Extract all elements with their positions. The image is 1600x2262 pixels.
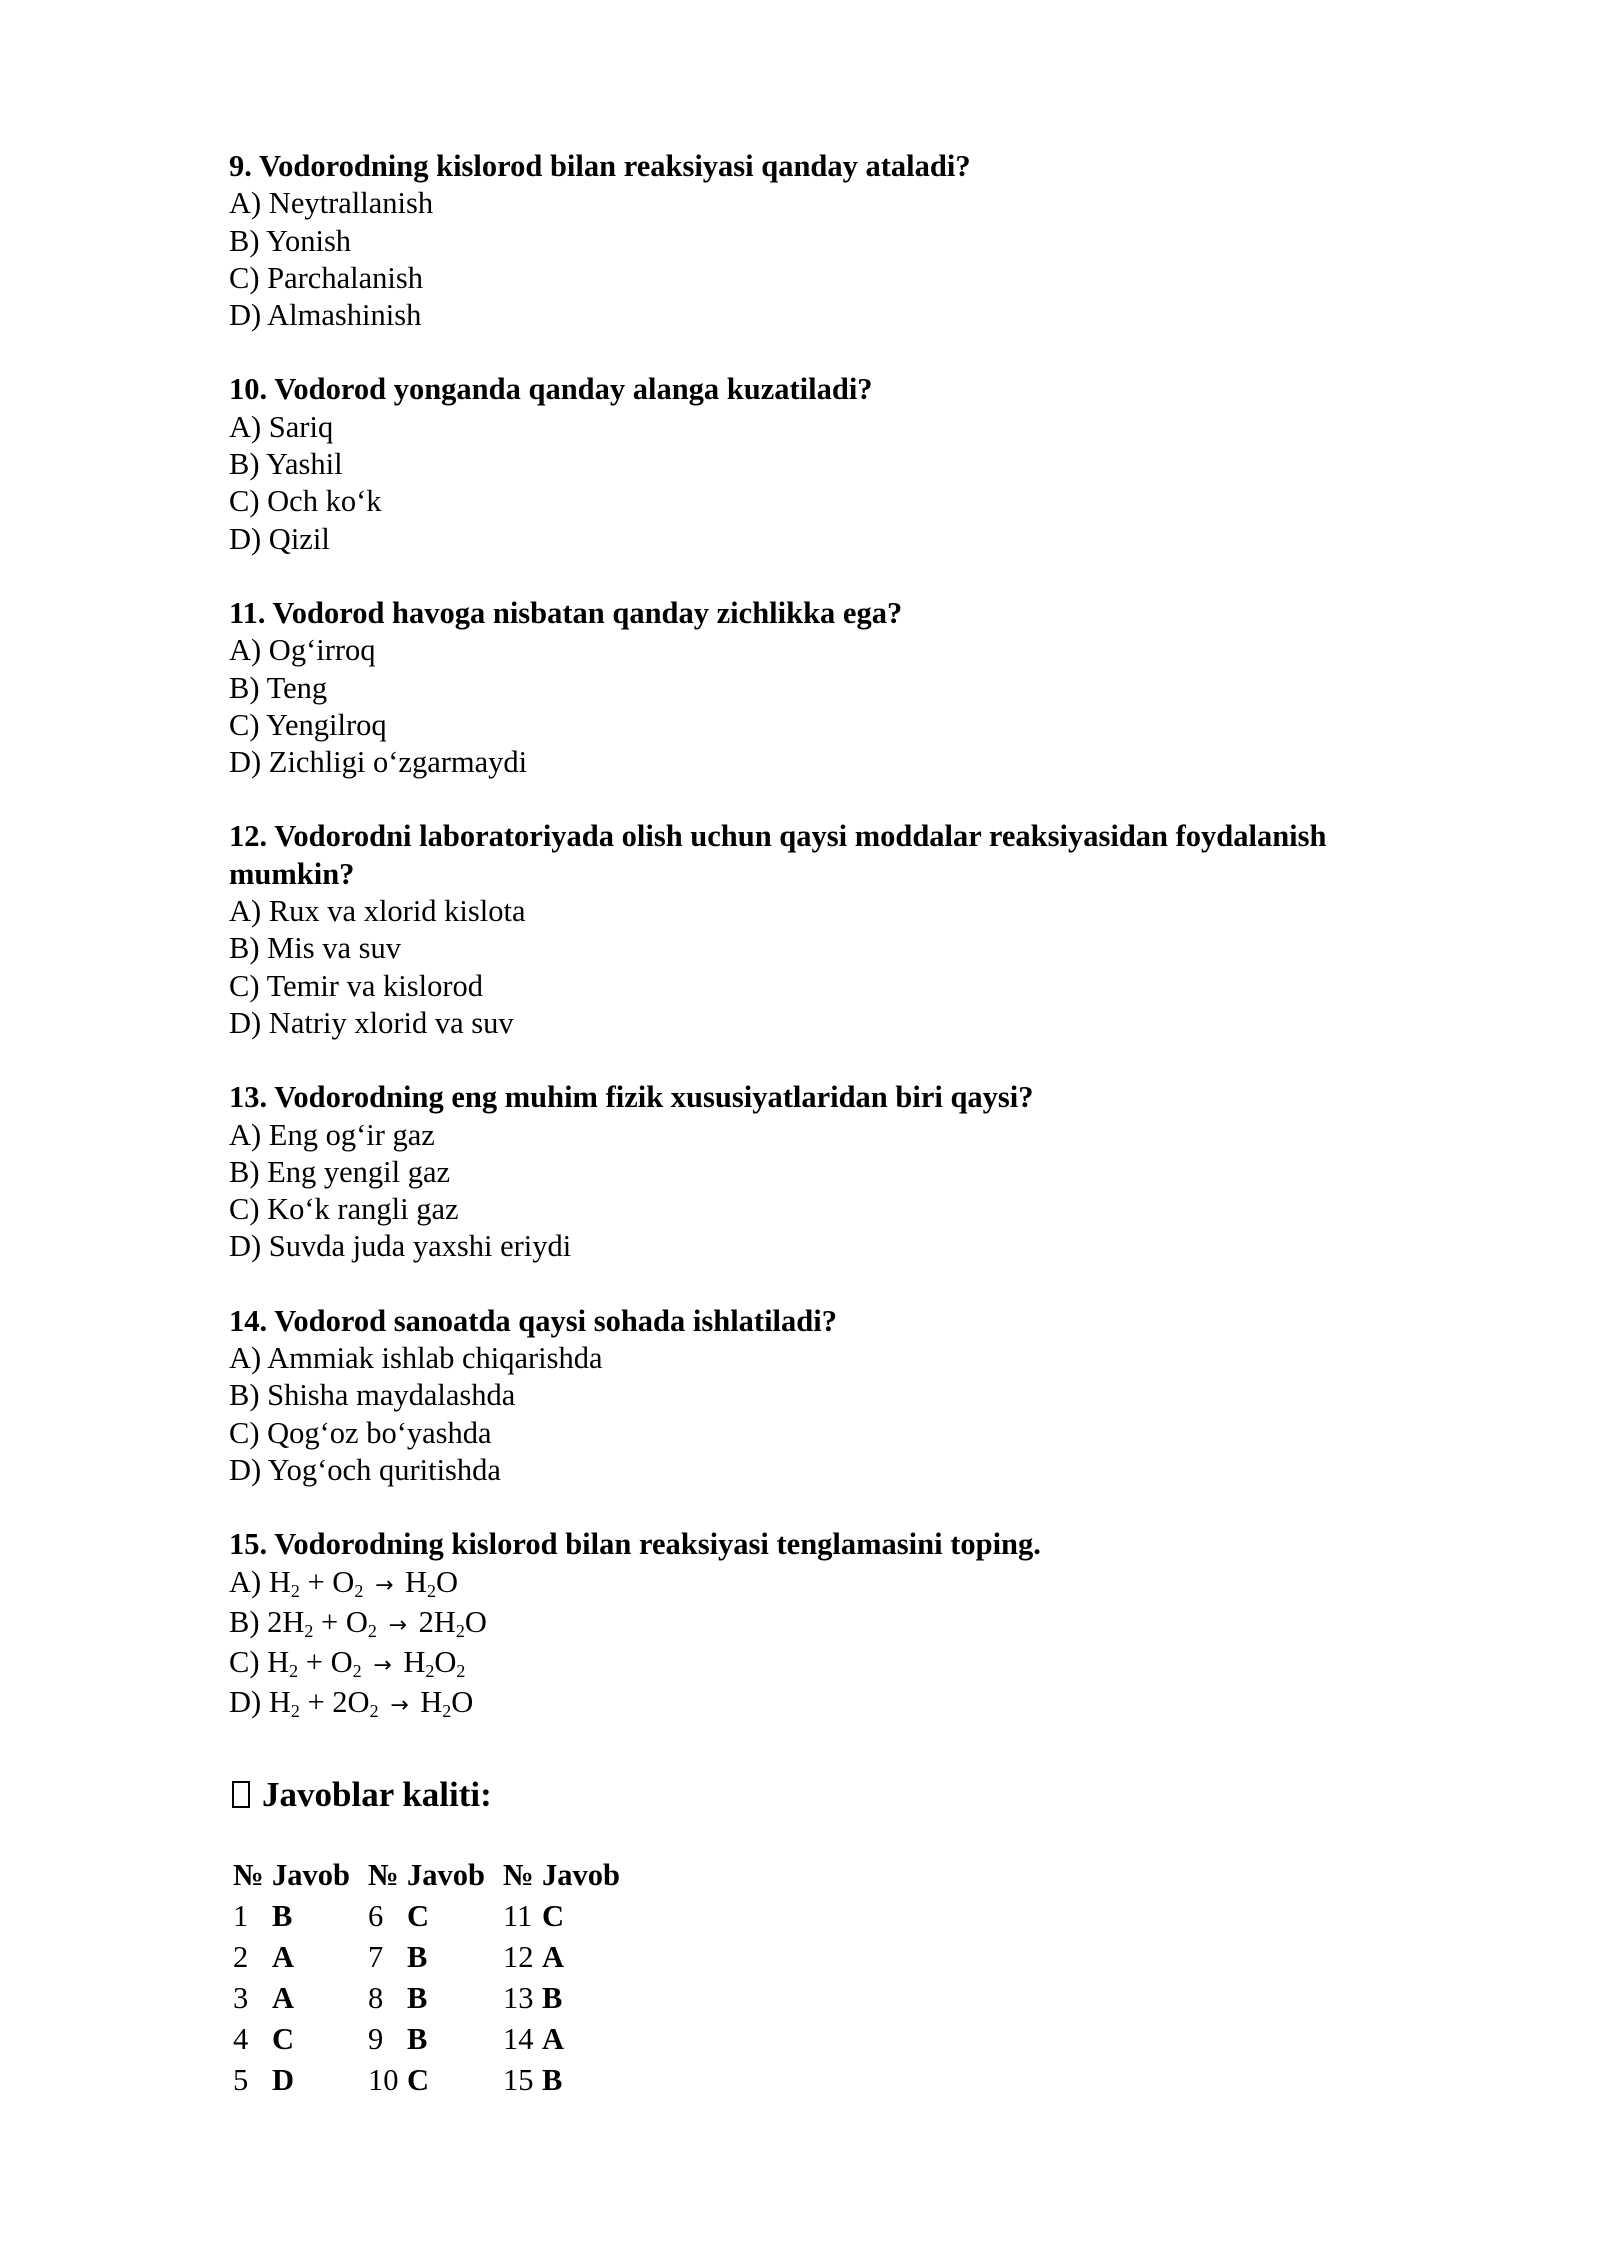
answer-option: B) Mis va suv	[229, 931, 401, 966]
answer-key-heading	[229, 1773, 1409, 1817]
answer-option: B) Shisha maydalashda	[229, 1378, 516, 1413]
answer-option: C) Qog‘oz bo‘yashda	[229, 1415, 492, 1450]
header-number: №	[233, 1857, 264, 1892]
missing-glyph-box-icon	[232, 1781, 250, 1808]
answer-option: C) Och ko‘k	[229, 484, 382, 519]
answer-letter-cell: A	[272, 1939, 295, 1974]
header-answer: Javob	[272, 1857, 350, 1892]
answer-key-title: Javoblar kaliti:	[262, 1774, 492, 1814]
answer-letter-cell: C	[542, 1898, 565, 1933]
answer-letter-cell: B	[407, 1939, 428, 1974]
question-number-cell: 13	[503, 1980, 534, 2015]
header-answer: Javob	[407, 1857, 485, 1892]
answer-option: B) Yonish	[229, 223, 352, 258]
answer-option: A) Sariq	[229, 409, 334, 444]
answer-letter-cell: C	[272, 2021, 295, 2056]
answer-letter-cell: A	[542, 1939, 565, 1974]
question-block	[229, 371, 1409, 557]
question-number-cell: 10	[368, 2062, 399, 2097]
table-row	[229, 2060, 634, 2101]
question-number-cell: 7	[368, 1939, 384, 1974]
question-number-cell: 2	[233, 1939, 249, 1974]
answer-option: A) Rux va xlorid kislota	[229, 894, 526, 929]
question-number-cell: 6	[368, 1898, 384, 1933]
table-row	[229, 1937, 634, 1978]
answer-option: D) Natriy xlorid va suv	[229, 1005, 514, 1040]
formula-option: A) $H_2 + O_2 \to H_2O$	[229, 1564, 459, 1601]
document-page	[229, 148, 1409, 2101]
question-title: 13. Vodorodning eng muhim fizik xususiyatlaridan biri qaysi?	[229, 1080, 1034, 1115]
answer-letter-cell: B	[542, 1980, 563, 2015]
reaction-arrow-icon: →	[388, 1612, 407, 1638]
answer-letter-cell: A	[542, 2021, 565, 2056]
header-number: №	[503, 1857, 534, 1892]
answer-letter-cell: B	[542, 2062, 563, 2097]
header-answer: Javob	[542, 1857, 620, 1892]
question-number-cell: 1	[233, 1898, 249, 1933]
answer-letter-cell: B	[272, 1898, 293, 1933]
answer-option: B) Yashil	[229, 447, 343, 482]
answer-option: A) Ammiak ishlab chiqarishda	[229, 1341, 603, 1376]
answer-option: C) Yengilroq	[229, 707, 387, 742]
answer-option: A) Og‘irroq	[229, 633, 376, 668]
reaction-arrow-icon: →	[373, 1653, 392, 1679]
answer-option: A) Neytrallanish	[229, 186, 434, 221]
answer-option: D) Qizil	[229, 521, 330, 556]
question-number-cell: 5	[233, 2062, 249, 2097]
question-list	[229, 148, 1409, 1489]
question-title: 12. Vodorodni laboratoriyada olish uchun qaysi moddalar reaksiyasidan foydalanish mumkin?	[229, 819, 1327, 891]
formula-option: D) $H_2 + 2O_2 \to H_2O$	[229, 1685, 474, 1722]
question-block	[229, 148, 1409, 334]
table-row	[229, 1896, 634, 1937]
question-number-cell: 3	[233, 1980, 249, 2015]
answer-option: D) Suvda juda yaxshi eriydi	[229, 1229, 572, 1264]
question-title: 14. Vodorod sanoatda qaysi sohada ishlatiladi?	[229, 1303, 837, 1338]
answer-option: D) Almashinish	[229, 298, 422, 333]
table-row	[229, 1978, 634, 2019]
question-number-cell: 12	[503, 1939, 534, 1974]
answer-option: B) Eng yengil gaz	[229, 1154, 451, 1189]
header-number: №	[368, 1857, 399, 1892]
answer-letter-cell: D	[272, 2062, 295, 2097]
answer-option: C) Parchalanish	[229, 260, 423, 295]
answer-key-table	[229, 1855, 634, 2101]
answer-letter-cell: C	[407, 1898, 430, 1933]
question-number-cell: 15	[503, 2062, 534, 2097]
answer-letter-cell: C	[407, 2062, 430, 2097]
question-block	[229, 1303, 1409, 1489]
answer-option: B) Teng	[229, 670, 328, 705]
question-number-cell: 8	[368, 1980, 384, 2015]
answer-letter-cell: B	[407, 2021, 428, 2056]
question-number-cell: 14	[503, 2021, 534, 2056]
table-row	[229, 2019, 634, 2060]
answer-option: D) Zichligi o‘zgarmaydi	[229, 745, 528, 780]
question-number-cell: 11	[503, 1898, 533, 1933]
question-title: 11. Vodorod havoga nisbatan qanday zichlikka ega?	[229, 595, 903, 630]
formula-option: C) $H_2 + O_2 \to H_2O_2$	[229, 1645, 466, 1682]
formula-option: B) $2H_2 + O_2 \to 2H_2O$	[229, 1604, 487, 1641]
question-15	[229, 1526, 1409, 1724]
answer-letter-cell: A	[272, 1980, 295, 2015]
reaction-arrow-icon: →	[390, 1693, 409, 1719]
question-title: 9. Vodorodning kislorod bilan reaksiyasi qanday ataladi?	[229, 149, 971, 183]
question-number-cell: 9	[368, 2021, 384, 2056]
answer-key-header-row	[229, 1855, 634, 1896]
answer-option: D) Yog‘och quritishda	[229, 1452, 501, 1487]
formula-options	[229, 1564, 1409, 1725]
question-block	[229, 595, 1409, 781]
question-number-cell: 4	[233, 2021, 249, 2056]
question-block	[229, 1079, 1409, 1265]
question-title: 10. Vodorod yonganda qanday alanga kuzatiladi?	[229, 372, 873, 407]
answer-option: A) Eng og‘ir gaz	[229, 1117, 435, 1152]
answer-key-body	[229, 1896, 634, 2101]
answer-option: C) Temir va kislorod	[229, 968, 483, 1003]
answer-letter-cell: B	[407, 1980, 428, 2015]
question-block	[229, 818, 1409, 1042]
question-title: 15. Vodorodning kislorod bilan reaksiyasi tenglamasini toping.	[229, 1527, 1041, 1562]
answer-option: C) Ko‘k rangli gaz	[229, 1192, 459, 1227]
reaction-arrow-icon: →	[374, 1572, 394, 1598]
